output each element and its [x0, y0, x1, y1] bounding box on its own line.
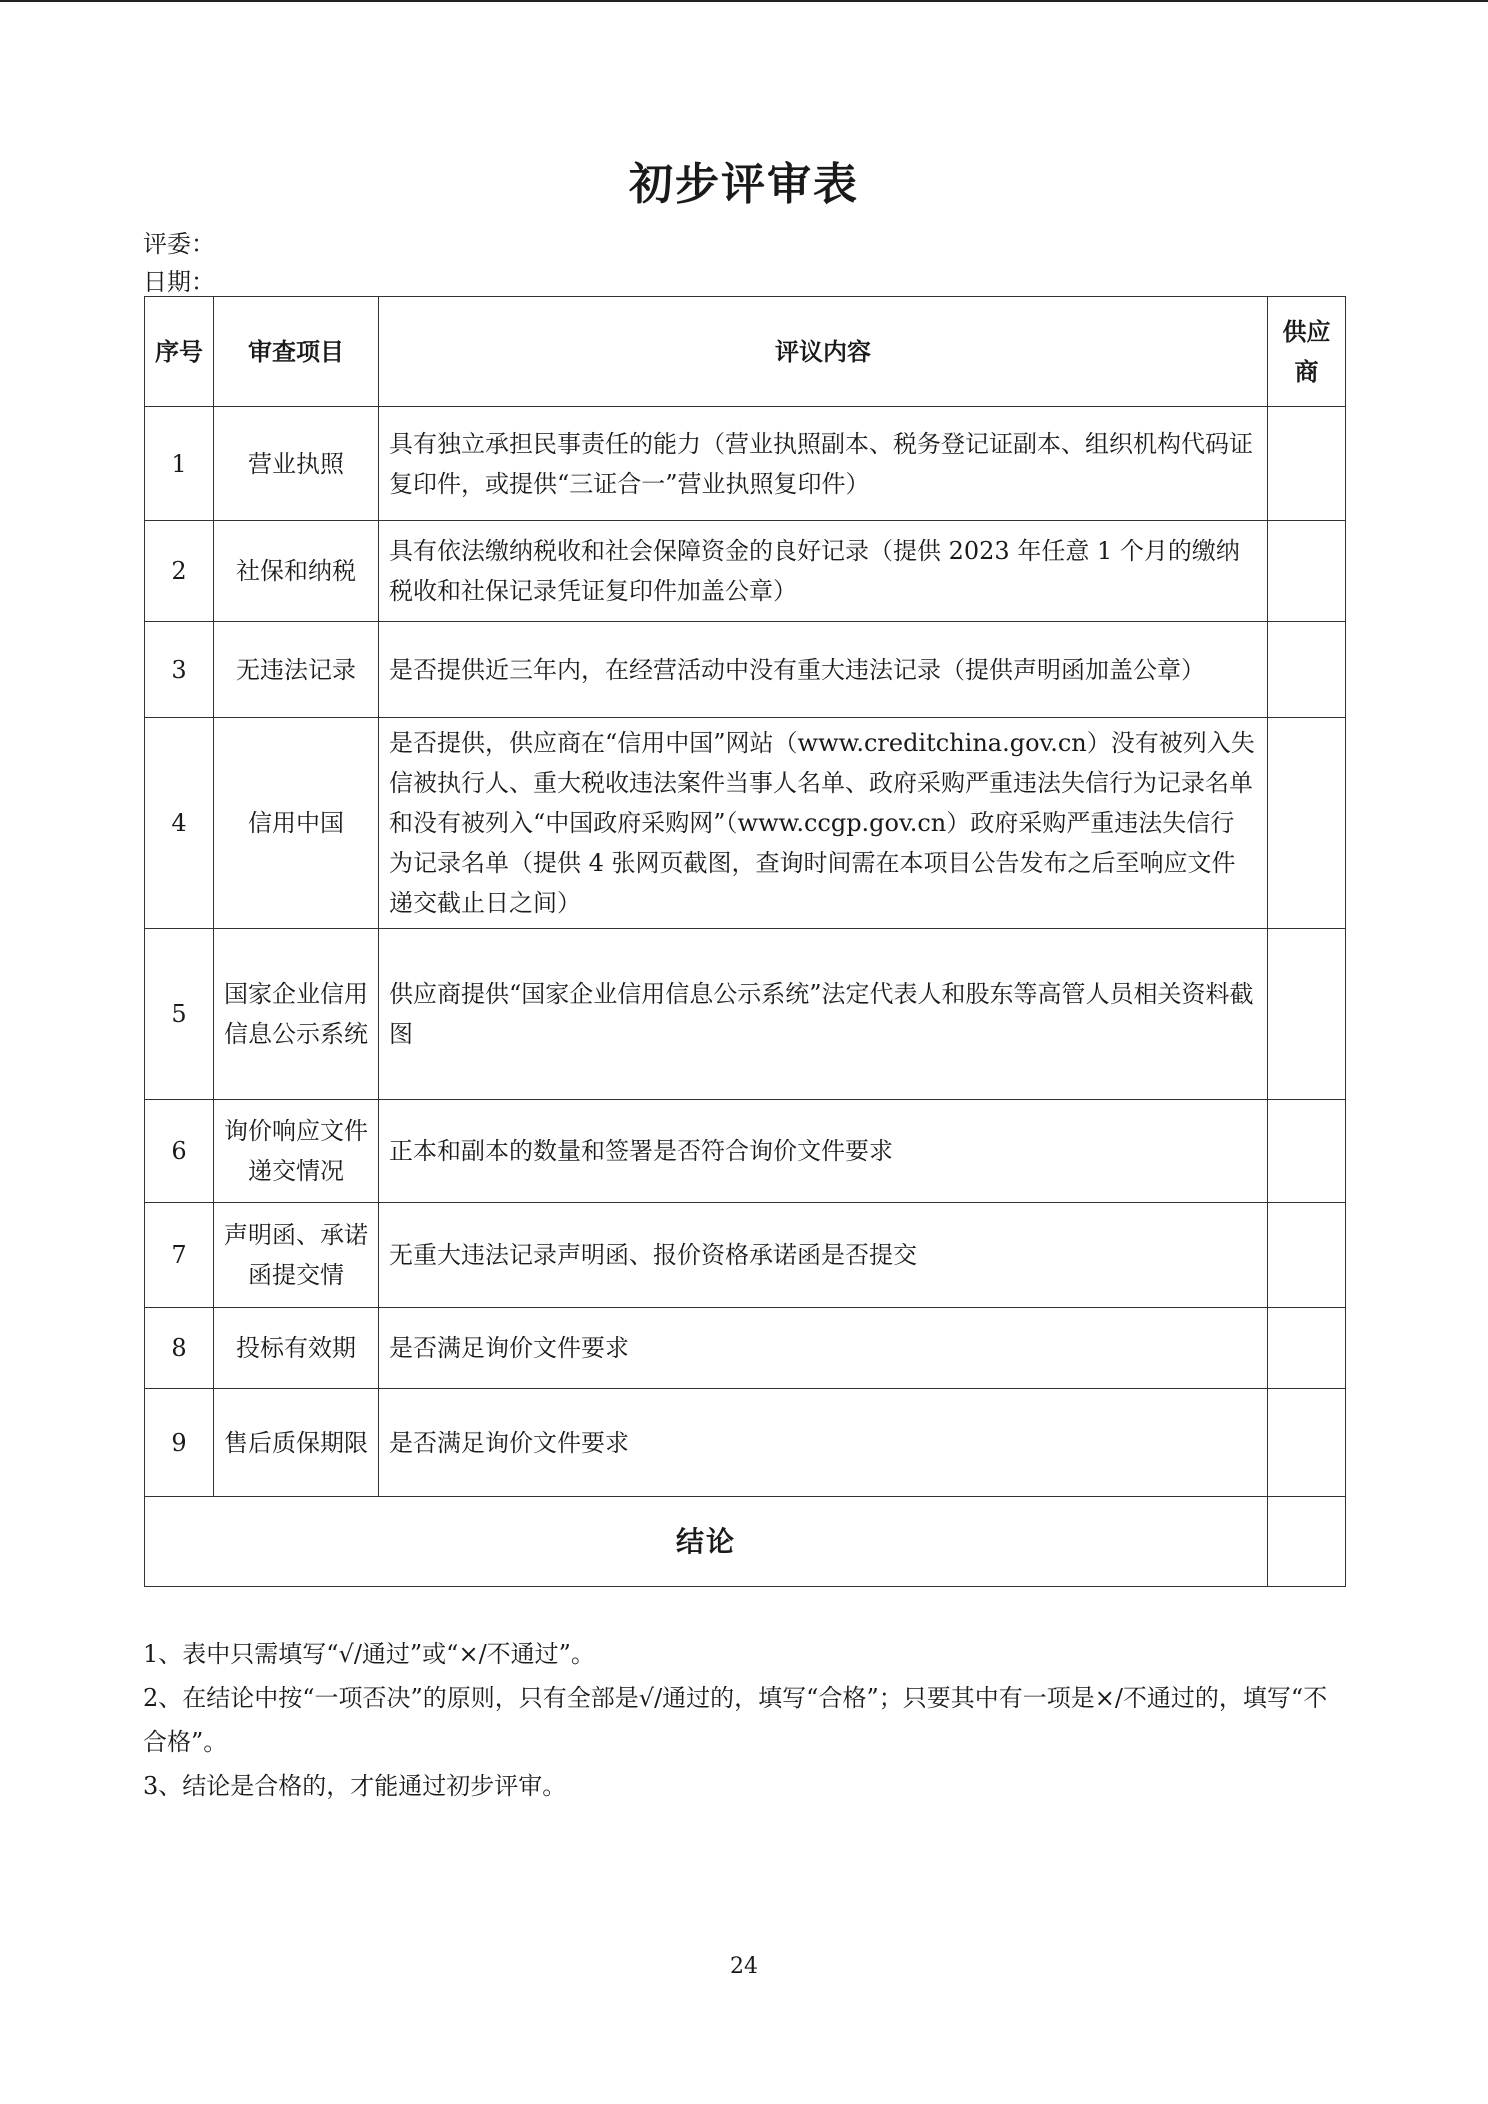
row-no: 8: [145, 1308, 214, 1389]
row-no: 1: [145, 407, 214, 521]
note-item: 2、在结论中按“一项否决”的原则，只有全部是√/通过的，填写“合格”；只要其中有一项是×/不通过的，填写“不合格”。: [143, 1684, 1328, 1756]
row-supplier-cell[interactable]: [1268, 1389, 1346, 1497]
top-border-line: [0, 0, 1488, 2]
row-no: 5: [145, 929, 214, 1100]
table-row: [145, 718, 1346, 929]
row-supplier-cell[interactable]: [1268, 929, 1346, 1100]
table-row: [145, 1100, 1346, 1203]
header-content: 评议内容: [379, 297, 1268, 407]
table-header-row: [145, 297, 1346, 407]
preliminary-review-table: [144, 296, 1346, 1587]
table-row: [145, 1308, 1346, 1389]
header-no: 序号: [145, 297, 214, 407]
row-no: 4: [145, 718, 214, 929]
row-item: 信用中国: [214, 718, 379, 929]
note-item: 1、表中只需填写“√/通过”或“×/不通过”。: [143, 1640, 595, 1668]
table-row: [145, 929, 1346, 1100]
row-supplier-cell[interactable]: [1268, 718, 1346, 929]
table-row: [145, 521, 1346, 622]
page-number: 24: [730, 1954, 758, 1979]
row-content: 无重大违法记录声明函、报价资格承诺函是否提交: [379, 1203, 1268, 1308]
conclusion-row: [145, 1497, 1346, 1587]
header-item: 审查项目: [214, 297, 379, 407]
row-item: 询价响应文件递交情况: [214, 1100, 379, 1203]
row-supplier-cell[interactable]: [1268, 407, 1346, 521]
row-item: 国家企业信用信息公示系统: [214, 929, 379, 1100]
row-item: 无违法记录: [214, 622, 379, 718]
row-no: 9: [145, 1389, 214, 1497]
row-content: 是否提供，供应商在“信用中国”网站（www.creditchina.gov.cn）没有被列入失信被执行人、重大税收违法案件当事人名单、政府采购严重违法失信行为记录名单和没有被列入“中国政府采购网”（www.ccgp.gov.cn）政府采购严重违法失信行为记录名单（提供 4 张网页截图，查询时间需在本项目公告发布之后至响应文件递交截止日之间）: [379, 718, 1268, 929]
row-content: 是否提供近三年内，在经营活动中没有重大违法记录（提供声明函加盖公章）: [379, 622, 1268, 718]
row-no: 6: [145, 1100, 214, 1203]
page-title: 初步评审表: [629, 159, 859, 210]
table-row: [145, 622, 1346, 718]
row-item: 营业执照: [214, 407, 379, 521]
row-supplier-cell[interactable]: [1268, 1203, 1346, 1308]
row-supplier-cell[interactable]: [1268, 1308, 1346, 1389]
row-supplier-cell[interactable]: [1268, 622, 1346, 718]
row-item: 声明函、承诺函提交情: [214, 1203, 379, 1308]
row-supplier-cell[interactable]: [1268, 1100, 1346, 1203]
judge-label: 评委：: [143, 230, 215, 258]
row-item: 售后质保期限: [214, 1389, 379, 1497]
row-content: 具有依法缴纳税收和社会保障资金的良好记录（提供 2023 年任意 1 个月的缴纳税收和社保记录凭证复印件加盖公章）: [379, 521, 1268, 622]
table-row: [145, 1203, 1346, 1308]
row-supplier-cell[interactable]: [1268, 521, 1346, 622]
table-row: [145, 1389, 1346, 1497]
conclusion-supplier-cell[interactable]: [1268, 1497, 1346, 1587]
row-no: 2: [145, 521, 214, 622]
row-item: 投标有效期: [214, 1308, 379, 1389]
row-no: 3: [145, 622, 214, 718]
row-content: 是否满足询价文件要求: [379, 1308, 1268, 1389]
row-content: 正本和副本的数量和签署是否符合询价文件要求: [379, 1100, 1268, 1203]
row-content: 具有独立承担民事责任的能力（营业执照副本、税务登记证副本、组织机构代码证复印件，或提供“三证合一”营业执照复印件）: [379, 407, 1268, 521]
row-content: 是否满足询价文件要求: [379, 1389, 1268, 1497]
header-supplier: 供应商: [1268, 297, 1346, 407]
conclusion-label: 结论: [145, 1497, 1268, 1587]
row-item: 社保和纳税: [214, 521, 379, 622]
date-label: 日期：: [143, 268, 215, 296]
table-row: [145, 407, 1346, 521]
notes-section: [143, 1632, 1348, 1808]
row-content: 供应商提供“国家企业信用信息公示系统”法定代表人和股东等高管人员相关资料截图: [379, 929, 1268, 1100]
note-item: 3、结论是合格的，才能通过初步评审。: [143, 1772, 567, 1800]
row-no: 7: [145, 1203, 214, 1308]
